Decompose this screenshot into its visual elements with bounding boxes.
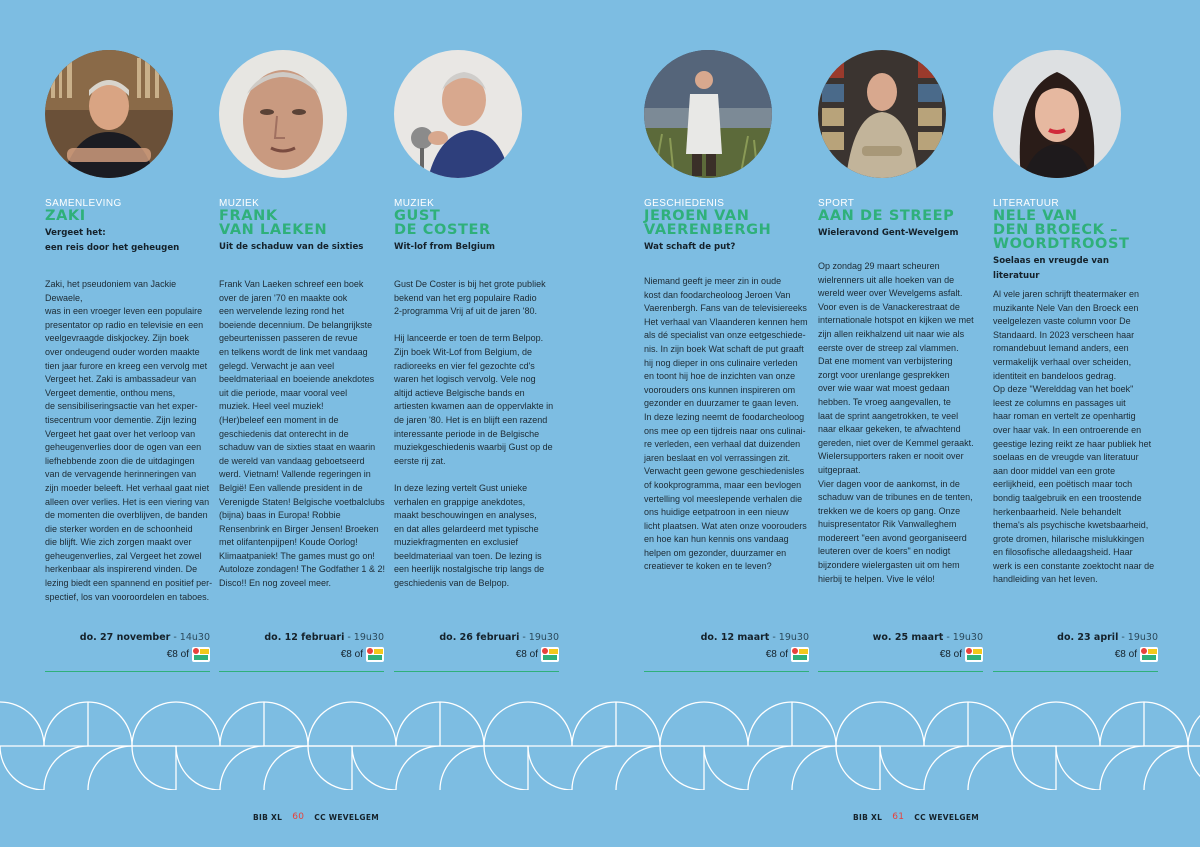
description [45, 278, 215, 618]
uitpas-logo [1140, 647, 1158, 662]
price-label: €8 of [166, 649, 189, 660]
category-label: MUZIEK [219, 198, 260, 209]
category-label: SAMENLEVING [45, 198, 122, 209]
portrait-zaki [45, 50, 173, 178]
time-label: 19u30 [1127, 632, 1158, 643]
description [219, 278, 389, 604]
description-paragraph: Op zondag 29 maart scheuren wielrenners uit alle hoeken van de wereld weer over Wevelgems asfalt. Voor even is de Vanackerestraat de internationale hotspot en kijken we met zijn allen reikhalzend uit naar wie als eerste over de streep zal vlammen. Dat ene moment van verbijstering zorgt voor urenlange gesprekken over wie waar wat moest gedaan hebben. Te vroeg aangevallen, te laat de sprint aangetrokken, te veel naar elkaar gekeken, te afwachtend gereden, niet over de Kemmel geraakt. Wielersupporters raken er nooit over uitgepraat. Vier dagen voor de aankomst, in de schaduw van de tribunes en de tenten, trekken we de koers op gang. Onze huispresentator Rik Vanwalleghem modereert "een avond georganiseerd leuteren over de koers" en nodigt bijzondere wielergasten uit om hem hierbij te helpen. Vive le vélo! [818, 261, 974, 584]
price-label: €8 of [939, 649, 962, 660]
divider [45, 671, 210, 672]
category-label: SPORT [818, 198, 855, 209]
event-column-jeroen-van-vaerenbergh [644, 50, 809, 660]
description [993, 288, 1163, 601]
divider [394, 671, 559, 672]
event-column-zaki [45, 50, 213, 660]
price-label: €8 of [515, 649, 538, 660]
time-label: 19u30 [778, 632, 809, 643]
decorative-arc-pattern [0, 700, 1200, 790]
description-paragraph: Frank Van Laeken schreef een boek over de jaren '70 en maakte ook een wervelende lezing rond het boeiende decennium. De belangrijkste gebeurtenissen passeren de revue en telkens wordt de link met vandaag gelegd. Verwacht je aan veel beeldmateriaal en boeiende anekdotes uit die periode, maar vooral veel muziek. Heel veel muziek! (Her)beleef een moment in de geschiedenis dat onterecht in de schaduw van de sixties staat en waarin de wereld van vandaag geboetseerd werd. Vietnam! Vallende regeringen in België! Een vallende president in de Verenigde Staten! Belgische voetbalclubs (bijna) baas in Europa! Robbie Rensenbrink en Birger Jensen! Broeken met olifantenpijpen! Koude Oorlog! Klimaatpaniek! The games must go on! Autoloze zondagen! The Godfather 1 & 2! Disco!! En nog zoveel meer. [219, 279, 385, 589]
price [940, 647, 983, 662]
category-label: GESCHIEDENIS [644, 198, 725, 209]
description [394, 278, 564, 604]
description-paragraph: Niemand geeft je meer zin in oude kost dan foodarcheoloog Jeroen Van Vaerenbergh. Fans van de televisiereeks Het verhaal van Vlaanderen kennen hem als dé specialist van onze eetgeschiede- nis. In zijn boek Wat schaft de put graaft hij nog dieper in ons culinaire verleden en toont hij hoe de inzichten van onze voorouders ons kunnen inspireren om gezonder en duurzamer te gaan leven. In deze lezing neemt de foodarcheoloog ons mee op een tijdreis naar ons culinai- re verleden, een verhaal dat duizenden jaren beslaat en vol verrassingen zit. Verwacht geen gewone geschiedenisles of kookprogramma, maar een bevlogen vertelling vol meeslepende verhalen die ons huidige eetpatroon in een nieuw licht plaatsen. Wat aten onze voorouders en hoe kan hun kennis ons vandaag helpen om gezonder, duurzamer en creatiever te koken en te leven? [644, 276, 808, 572]
divider [219, 671, 384, 672]
uitpas-logo [192, 647, 210, 662]
price [167, 647, 210, 662]
description-paragraph: Al vele jaren schrijft theatermaker en muzikante Nele Van den Broeck een veelgelezen vaste column voor De Standaard. In 2023 verscheen haar romandebuut Iemand anders, een vermakelijk verhaal over scheiden, identiteit en bandeloos gedrag. Op deze "Werelddag van het boek" leest ze columns en passages uit haar roman en vertelt ze openhartig over haar vak. In een ontroerende en geestige lezing reikt ze haar publiek het soelaas en de vreugde van literatuur aan door middel van een grote eerlijkheid, een poëtisch maar toch bondig taalgebruik en een troostende herkenbaarheid. Nele behandelt thema's als psychische kwetsbaarheid, grote dromen, hilarische mislukkingen en filosofische alledaagsheid. Haar werk is een constante zoektocht naar de handleiding van het leven. [993, 289, 1155, 585]
event-date: do. 23 april - 19u30 [1057, 632, 1158, 643]
date-label: do. 23 april [1057, 632, 1119, 643]
event-date: wo. 25 maart - 19u30 [872, 632, 983, 643]
lecture-subtitle: Wieleravond Gent-Wevelgem [818, 228, 959, 238]
description [818, 260, 988, 600]
lecture-subtitle: Wat schaft de put? [644, 242, 736, 252]
description-paragraph: Zaki, het pseudoniem van Jackie Dewaele, was in een vroeger leven een populaire presentator op radio en televisie en een veelgevraagde diskjockey. Zijn boek over ondeugend ouder worden maakte tien jaar furore en kreeg een vervolg met Vergeet het. Zaki is ambassadeur van Vergeet dementie, onthou mens, de sensibiliseringsactie van het exper- tisecentrum voor dementie. Zijn lezing Vergeet het gaat over het verloop van geheugenverlies door de ogen van een liefhebbende zoon die de uitdagingen van de vervagende herinneringen van zijn moeder beleeft. Het verhaal gaat niet alleen over verlies. Het is een viering van de momenten die overblijven, de banden die sterker worden en de schoonheid die blijft. Wie zich zorgen maakt over geheugenverlies, zal Vergeet het zowel herkenbaar als inspirerend vinden. De lezing biedt een spannend en positief per- spectief, los van vooroordelen en taboes. [45, 279, 213, 602]
footer-venue: CC WEVELGEM [914, 812, 980, 822]
portrait-rik-vanwalleghem [818, 50, 946, 178]
lecture-subtitle: Vergeet het: een reis door het geheugen [45, 228, 180, 253]
divider [993, 671, 1158, 672]
date-label: do. 12 februari [264, 632, 345, 643]
date-label: wo. 25 maart [872, 632, 944, 643]
price-label: €8 of [340, 649, 363, 660]
event-title: AAN DE STREEP [818, 208, 955, 224]
date-label: do. 27 november [79, 632, 171, 643]
category-label: LITERATUUR [993, 198, 1060, 209]
event-date: do. 27 november - 14u30 [79, 632, 210, 643]
footer-venue: CC WEVELGEM [314, 812, 380, 822]
time-label: 19u30 [353, 632, 384, 643]
speaker-name: FRANK VAN LAEKEN [219, 208, 328, 238]
description [644, 275, 814, 588]
description-paragraph: Gust De Coster is bij het grote publiek bekend van het erg populaire Radio 2-programma Vrij af uit de jaren '80. [394, 279, 546, 317]
time-label: 14u30 [179, 632, 210, 643]
portrait-gust-de-coster [394, 50, 522, 178]
date-label: do. 12 maart [700, 632, 770, 643]
portrait-jeroen-van-vaerenbergh [644, 50, 772, 178]
category-label: MUZIEK [394, 198, 435, 209]
uitpas-logo [965, 647, 983, 662]
event-column-gust-de-coster [394, 50, 559, 660]
uitpas-logo [366, 647, 384, 662]
event-column-aan-de-streep [818, 50, 983, 660]
event-date: do. 26 februari - 19u30 [439, 632, 559, 643]
lecture-subtitle: Uit de schaduw van de sixties [219, 242, 364, 252]
divider [644, 671, 809, 672]
price [1115, 647, 1158, 662]
speaker-name: NELE VAN DEN BROECK – WOORDTROOST [993, 208, 1130, 252]
time-label: 19u30 [952, 632, 983, 643]
footer-label: BIB XL [853, 812, 883, 822]
price [516, 647, 559, 662]
speaker-name: JEROEN VAN VAERENBERGH [644, 208, 772, 238]
speaker-name: GUST DE COSTER [394, 208, 491, 238]
price-label: €8 of [1114, 649, 1137, 660]
uitpas-logo [791, 647, 809, 662]
price [766, 647, 809, 662]
date-label: do. 26 februari [439, 632, 520, 643]
page-number: 60 [292, 812, 305, 822]
uitpas-logo [541, 647, 559, 662]
time-label: 19u30 [528, 632, 559, 643]
price-label: €8 of [765, 649, 788, 660]
event-date: do. 12 maart - 19u30 [700, 632, 809, 643]
description-paragraph: Hij lanceerde er toen de term Belpop. Zijn boek Wit-Lof from Belgium, de radioreeks en vier fel gezochte cd's waren het logisch vervolg. Vele nog altijd actieve Belgische bands en artiesten kwamen aan de oppervlakte in de jaren '80. Het is en blijft een razend interessante periode in de Belgische muziekgeschiedenis waarbij Gust op de eerste rij zat. [394, 333, 554, 466]
event-column-frank-van-laeken [219, 50, 385, 660]
event-date: do. 12 februari - 19u30 [264, 632, 384, 643]
price [341, 647, 384, 662]
footer-right [853, 812, 979, 822]
lecture-subtitle: Soelaas en vreugde van literatuur [993, 256, 1109, 281]
speaker-name: ZAKI [45, 208, 86, 224]
portrait-frank-van-laeken [219, 50, 347, 178]
footer-left [253, 812, 379, 822]
divider [818, 671, 983, 672]
lecture-subtitle: Wit-lof from Belgium [394, 242, 496, 252]
footer-label: BIB XL [253, 812, 283, 822]
event-column-nele-van-den-broeck [993, 50, 1158, 660]
description-paragraph: In deze lezing vertelt Gust unieke verhalen en grappige anekdotes, maakt beschouwingen en analyses, en dat alles gelardeerd met typische muziekfragmenten en exclusief beeldmateriaal van toen. De lezing is een heerlijk nostalgische trip langs de geschiedenis van de Belpop. [394, 482, 545, 589]
page-number: 61 [892, 812, 905, 822]
portrait-nele-van-den-broeck [993, 50, 1121, 178]
